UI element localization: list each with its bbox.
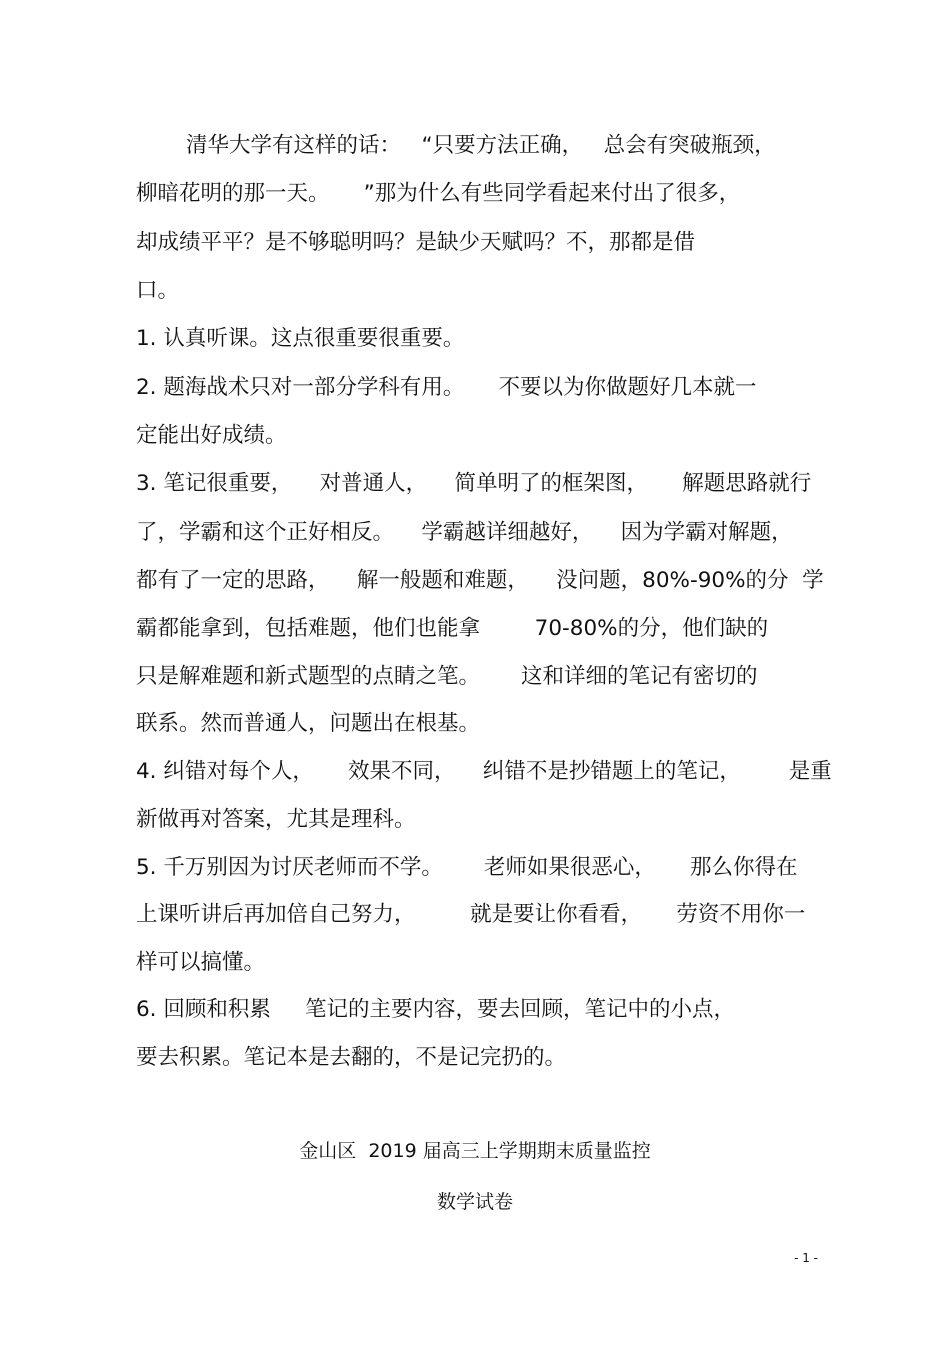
tip-line: 霸都能拿到，包括难题，他们也能拿 70-80%的分，他们缺的 bbox=[136, 616, 769, 641]
tip-line: 上课听讲后再加倍自己努力， 就是要让你看看， 劳资不用你一 bbox=[136, 902, 806, 927]
tip-line: 5. 千万别因为讨厌老师而不学。 老师如果很恶心， 那么你得在 bbox=[136, 855, 798, 880]
tip-line: 了，学霸和这个正好相反。 学霸越详细越好， 因为学霸对解题， bbox=[136, 520, 793, 545]
intro-line-3: 却成绩平平？是不够聪明吗？是缺少天赋吗？不，那都是借 bbox=[136, 230, 696, 255]
tip-line: 定能出好成绩。 bbox=[136, 423, 287, 448]
intro-line-1: 清华大学有这样的话： “只要方法正确， 总会有突破瓶颈， bbox=[186, 133, 776, 158]
tip-line: 3. 笔记很重要， 对普通人， 简单明了的框架图， 解题思路就行 bbox=[136, 471, 812, 496]
tip-line: 6. 回顾和积累 笔记的主要内容，要去回顾，笔记中的小点， bbox=[136, 997, 736, 1022]
tip-line: 只是解难题和新式题型的点睛之笔。 这和详细的笔记有密切的 bbox=[136, 664, 758, 689]
page-number: - 1 - bbox=[794, 1251, 818, 1265]
exam-title: 金山区 2019 届高三上学期期末质量监控 bbox=[299, 1140, 651, 1162]
tip-line: 样可以搞懂。 bbox=[136, 950, 266, 975]
exam-subject: 数学试卷 bbox=[436, 1191, 513, 1213]
tip-line: 4. 纠错对每个人， 效果不同， 纠错不是抄错题上的笔记， 是重 bbox=[136, 759, 832, 784]
intro-line-2: 柳暗花明的那一天。 ”那为什么有些同学看起来付出了很多， bbox=[136, 181, 741, 206]
tip-line: 要去积累。笔记本是去翻的，不是记完扔的。 bbox=[136, 1045, 567, 1070]
tip-line: 1. 认真听课。这点很重要很重要。 bbox=[136, 326, 465, 351]
tip-line: 2. 题海战术只对一部分学科有用。 不要以为你做题好几本就一 bbox=[136, 375, 757, 400]
tip-line: 新做再对答案，尤其是理科。 bbox=[136, 807, 416, 832]
tip-line: 联系。然而普通人，问题出在根基。 bbox=[136, 711, 481, 736]
tip-line: 都有了一定的思路， 解一般题和难题， 没问题，80%-90%的分 学 bbox=[136, 568, 824, 593]
intro-line-4: 口。 bbox=[136, 278, 180, 303]
